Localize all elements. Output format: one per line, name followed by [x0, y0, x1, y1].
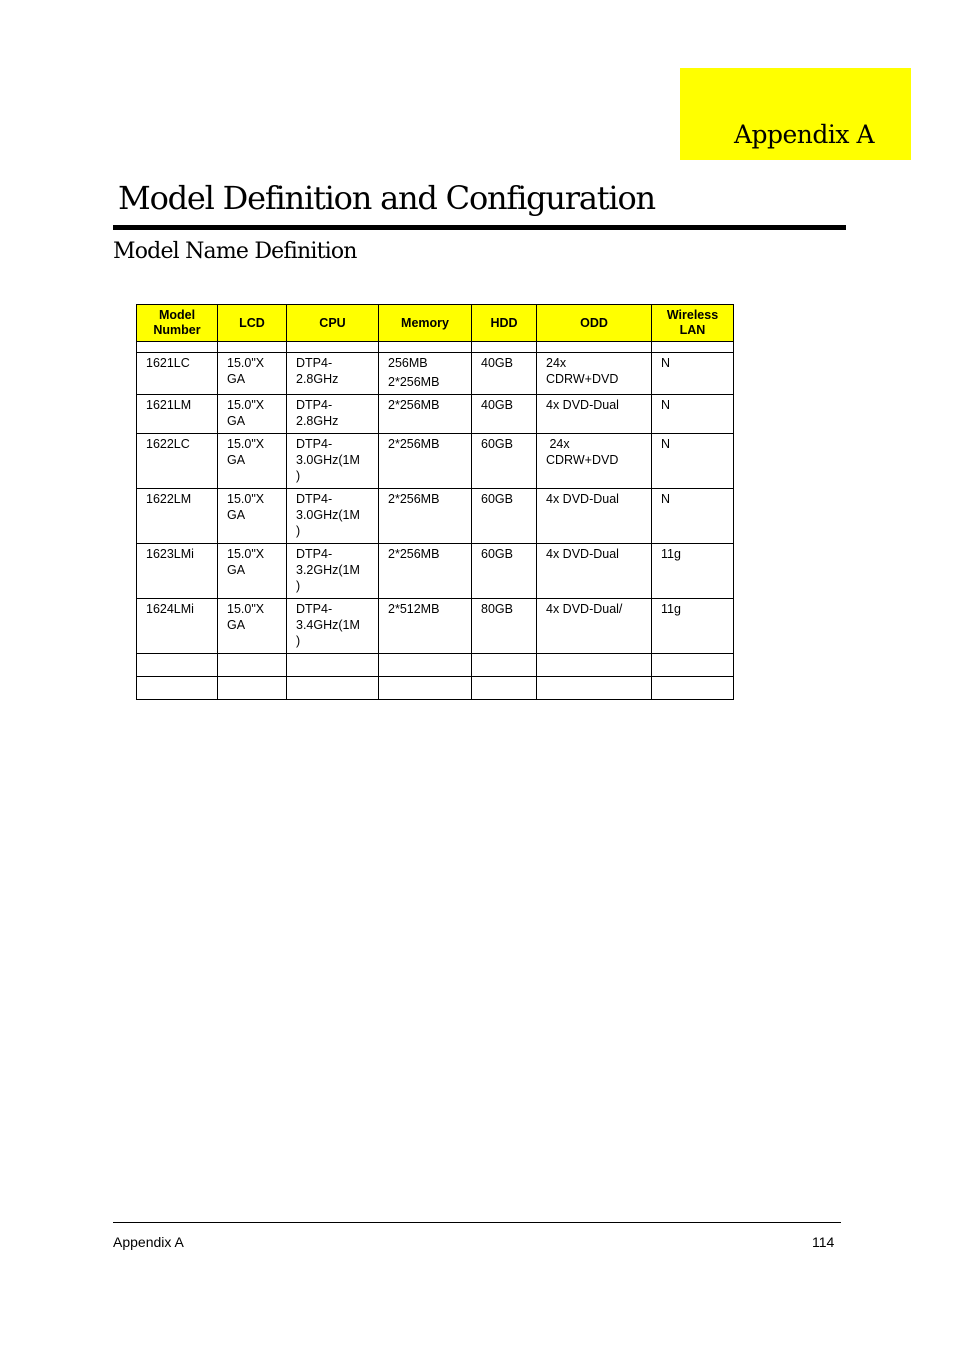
- cell-text: DTP4-: [296, 547, 333, 561]
- cell-text: ): [296, 469, 301, 483]
- cell-text: 24x: [546, 437, 570, 451]
- cell-text: 1624LMi: [146, 602, 194, 616]
- column-header-text: LAN: [679, 323, 706, 337]
- column-header-text: Wireless: [666, 308, 719, 322]
- table-cell: [137, 599, 218, 654]
- cell-text: N: [661, 398, 671, 412]
- cell-text: 60GB: [481, 547, 513, 561]
- table-cell: [379, 434, 472, 489]
- table-cell: [652, 353, 734, 395]
- column-header-text: HDD: [490, 315, 518, 330]
- cell-text: 3.0GHz(1M: [296, 453, 360, 467]
- column-header-text: Model: [158, 308, 196, 322]
- table-cell: [652, 544, 734, 599]
- cell-text: 1622LM: [146, 492, 192, 506]
- table-cell: [537, 677, 652, 700]
- cell-text: 2*256MB: [388, 398, 440, 412]
- column-header-text: Memory: [401, 315, 449, 330]
- table-cell: [137, 489, 218, 544]
- column-header: [137, 305, 218, 342]
- cell-text: 15.0"X: [227, 547, 265, 561]
- column-header-text: LCD: [239, 315, 265, 330]
- cell-text: 1622LC: [146, 437, 190, 451]
- table-cell: [537, 544, 652, 599]
- model-table: [136, 304, 734, 700]
- table-cell: [218, 434, 287, 489]
- cell-text: 15.0"X: [227, 398, 265, 412]
- table-cell: [137, 395, 218, 434]
- table-cell: [472, 489, 537, 544]
- table-cell: [287, 599, 379, 654]
- table-cell: [137, 353, 218, 395]
- table-row: [137, 353, 734, 395]
- cell-text: CDRW+DVD: [546, 453, 619, 467]
- table-cell: [472, 677, 537, 700]
- table-cell: [287, 677, 379, 700]
- cell-text: DTP4-: [296, 602, 333, 616]
- cell-text: N: [661, 492, 671, 506]
- table-cell: [287, 654, 379, 677]
- table-cell: [537, 599, 652, 654]
- cell-text: ): [296, 524, 301, 538]
- page-title: Model Definition and Configuration: [118, 179, 655, 217]
- table-cell: [218, 677, 287, 700]
- table-cell: [379, 654, 472, 677]
- column-header: [287, 305, 379, 342]
- cell-text: 2.8GHz: [296, 414, 339, 428]
- cell-text: 1621LC: [146, 356, 190, 370]
- table-row: [137, 654, 734, 677]
- cell-text: DTP4-: [296, 398, 333, 412]
- cell-text: CDRW+DVD: [546, 372, 619, 386]
- cell-text: DTP4-: [296, 437, 333, 451]
- page-number: 114: [812, 1234, 835, 1250]
- table-cell: [379, 489, 472, 544]
- cell-text: DTP4-: [296, 356, 333, 370]
- spacer-cell: [218, 342, 287, 353]
- cell-text: 1621LM: [146, 398, 192, 412]
- appendix-tab: [680, 68, 911, 160]
- cell-text: ): [296, 579, 301, 593]
- cell-text: N: [661, 437, 671, 451]
- section-title: Model Name Definition: [113, 239, 357, 264]
- table-cell: [652, 489, 734, 544]
- column-header: [379, 305, 472, 342]
- table-cell: [379, 677, 472, 700]
- spacer-cell: [472, 342, 537, 353]
- table-cell: [379, 544, 472, 599]
- cell-text: 15.0"X: [227, 356, 265, 370]
- cell-text: 15.0"X: [227, 492, 265, 506]
- table-cell: [218, 489, 287, 544]
- table-cell: [287, 544, 379, 599]
- cell-text: 2*256MB: [388, 375, 440, 389]
- cell-text: GA: [227, 372, 246, 386]
- cell-text: 4x DVD-Dual: [546, 492, 619, 506]
- cell-text: 2*256MB: [388, 547, 440, 561]
- table-cell: [652, 434, 734, 489]
- table-cell: [472, 353, 537, 395]
- table-cell: [472, 434, 537, 489]
- table-cell: [218, 544, 287, 599]
- cell-text: 3.2GHz(1M: [296, 563, 360, 577]
- table-cell: [379, 599, 472, 654]
- column-header: [218, 305, 287, 342]
- table-row: [137, 395, 734, 434]
- spacer-cell: [287, 342, 379, 353]
- column-header: [472, 305, 537, 342]
- table-cell: [218, 599, 287, 654]
- table-row: [137, 677, 734, 700]
- table-cell: [379, 395, 472, 434]
- cell-text: 40GB: [481, 398, 513, 412]
- spacer-cell: [379, 342, 472, 353]
- title-rule: [113, 225, 846, 230]
- cell-text: 60GB: [481, 492, 513, 506]
- cell-text: GA: [227, 563, 246, 577]
- cell-text: 11g: [661, 547, 681, 561]
- table-cell: [137, 544, 218, 599]
- table-row: [137, 599, 734, 654]
- spacer-cell: [137, 342, 218, 353]
- cell-text: 4x DVD-Dual/: [546, 602, 623, 616]
- table-row: [137, 544, 734, 599]
- cell-text: GA: [227, 414, 246, 428]
- cell-text: 40GB: [481, 356, 513, 370]
- table-body: [137, 342, 734, 700]
- cell-text: DTP4-: [296, 492, 333, 506]
- cell-text: 11g: [661, 602, 681, 616]
- table-header-row: [137, 305, 734, 342]
- table-cell: [472, 395, 537, 434]
- column-header-text: Number: [153, 323, 201, 337]
- table-cell: [379, 353, 472, 395]
- table-cell: [472, 544, 537, 599]
- cell-text: 24x: [546, 356, 567, 370]
- column-header: [652, 305, 734, 342]
- table-cell: [472, 654, 537, 677]
- table-cell: [137, 434, 218, 489]
- cell-text: 256MB: [388, 356, 428, 370]
- column-header: [537, 305, 652, 342]
- table-cell: [287, 353, 379, 395]
- table-row: [137, 489, 734, 544]
- table-cell: [652, 654, 734, 677]
- table-cell: [287, 434, 379, 489]
- cell-text: GA: [227, 508, 246, 522]
- cell-text: N: [661, 356, 671, 370]
- table-cell: [537, 489, 652, 544]
- table-cell: [652, 599, 734, 654]
- table-cell: [472, 599, 537, 654]
- cell-text: 15.0"X: [227, 437, 265, 451]
- table-cell: [218, 654, 287, 677]
- table-cell: [287, 489, 379, 544]
- cell-text: 3.4GHz(1M: [296, 618, 360, 632]
- header-spacer-row: [137, 342, 734, 353]
- cell-text: 2*256MB: [388, 492, 440, 506]
- table-cell: [537, 395, 652, 434]
- appendix-tab-label: Appendix A: [733, 120, 874, 149]
- table-cell: [652, 677, 734, 700]
- table-cell: [218, 395, 287, 434]
- table-cell: [218, 353, 287, 395]
- cell-text: 2*256MB: [388, 437, 440, 451]
- table-cell: [537, 353, 652, 395]
- column-header-text: ODD: [580, 315, 608, 330]
- cell-text: GA: [227, 453, 246, 467]
- spacer-cell: [537, 342, 652, 353]
- table-cell: [537, 654, 652, 677]
- cell-text: 3.0GHz(1M: [296, 508, 360, 522]
- table-cell: [137, 677, 218, 700]
- table-cell: [287, 395, 379, 434]
- table-row: [137, 434, 734, 489]
- cell-text: 15.0"X: [227, 602, 265, 616]
- spacer-cell: [652, 342, 734, 353]
- table-cell: [137, 654, 218, 677]
- cell-text: 60GB: [481, 437, 513, 451]
- column-header-text: CPU: [319, 315, 346, 330]
- cell-text: 1623LMi: [146, 547, 194, 561]
- table-cell: [652, 395, 734, 434]
- footer-label: Appendix A: [113, 1234, 184, 1250]
- cell-text: GA: [227, 618, 246, 632]
- cell-text: ): [296, 634, 301, 648]
- cell-text: 2.8GHz: [296, 372, 339, 386]
- cell-text: 4x DVD-Dual: [546, 398, 619, 412]
- table-cell: [537, 434, 652, 489]
- cell-text: 80GB: [481, 602, 513, 616]
- cell-text: 2*512MB: [388, 602, 440, 616]
- footer-rule: [113, 1222, 841, 1223]
- cell-text: 4x DVD-Dual: [546, 547, 619, 561]
